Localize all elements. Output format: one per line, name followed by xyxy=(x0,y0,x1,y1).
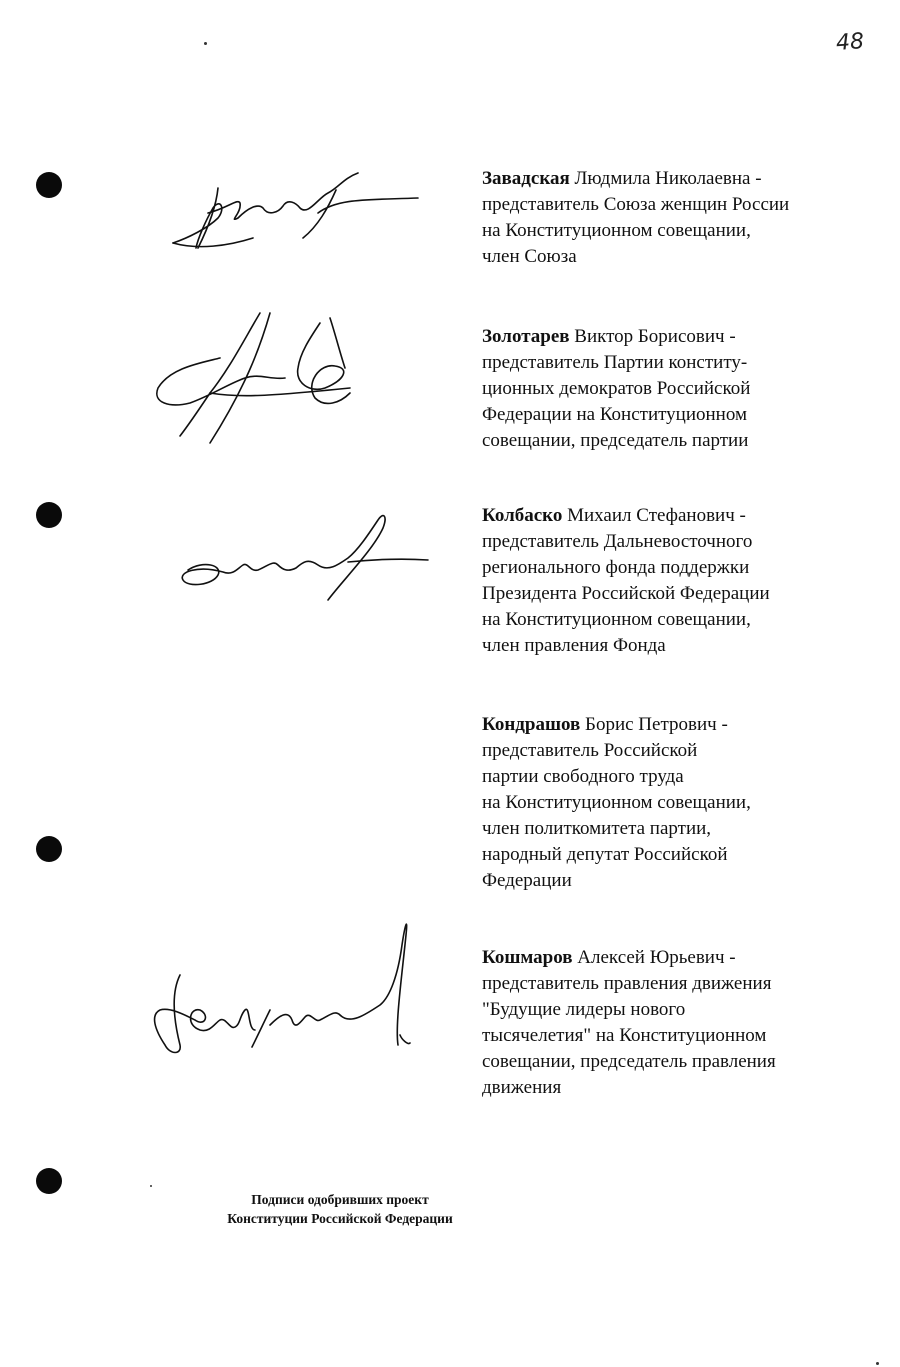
signer-description-line: совещании, председатель партии xyxy=(482,430,749,451)
signer-description-line: член политкомитета партии, xyxy=(482,818,712,839)
signer-description-line: представитель Дальневосточного xyxy=(482,531,753,552)
signer-description-line: "Будущие лидеры нового xyxy=(482,999,686,1020)
signer-given-names: Борис Петрович - xyxy=(580,714,728,735)
page-number: 48 xyxy=(835,29,865,56)
signer-surname: Кондрашов xyxy=(482,714,581,735)
signer-description-line: представитель Союза женщин России xyxy=(482,194,790,215)
signer-heading xyxy=(482,945,882,971)
speck xyxy=(204,42,207,45)
binder-hole xyxy=(36,836,62,862)
signature-zolotarev xyxy=(150,308,370,448)
signer-surname: Золотарев xyxy=(482,326,570,347)
signer-surname: Завадская xyxy=(482,168,570,189)
signer-description-line: член Союза xyxy=(482,246,577,267)
speck xyxy=(150,1185,152,1187)
signer-heading xyxy=(482,712,882,738)
signer-description-line: ционных демократов Российской xyxy=(482,378,751,399)
signer-surname: Кошмаров xyxy=(482,947,573,968)
signer-description-line: регионального фонда поддержки xyxy=(482,557,750,578)
signer-surname: Колбаско xyxy=(482,505,563,526)
signer-description-line: партии свободного труда xyxy=(482,766,684,787)
signer-description-line: на Конституционном совещании, xyxy=(482,609,751,630)
signer-given-names: Михаил Стефанович - xyxy=(562,505,746,526)
signer-description-line: представитель Российской xyxy=(482,740,698,761)
binder-hole xyxy=(36,172,62,198)
signer-block xyxy=(482,503,882,659)
signer-block xyxy=(482,166,882,270)
signer-block xyxy=(482,324,882,454)
signer-given-names: Людмила Николаевна - xyxy=(569,168,762,189)
speck xyxy=(876,1362,879,1365)
signer-given-names: Виктор Борисович - xyxy=(569,326,736,347)
binder-hole xyxy=(36,1168,62,1194)
signer-description-line: член правления Фонда xyxy=(482,635,666,656)
signer-description-line: Президента Российской Федерации xyxy=(482,583,770,604)
signer-block xyxy=(482,712,882,894)
signer-block xyxy=(482,945,882,1101)
signer-description-line: на Конституционном совещании, xyxy=(482,792,751,813)
signature-koshmarov xyxy=(140,915,430,1065)
signer-description-line: Федерации на Конституционном xyxy=(482,404,748,425)
signer-heading xyxy=(482,324,882,350)
binder-hole xyxy=(36,502,62,528)
signer-description-line: представитель Партии конститу- xyxy=(482,352,748,373)
signer-heading xyxy=(482,503,882,529)
footer-caption xyxy=(190,1190,490,1228)
signature-zavadskaya xyxy=(168,168,428,258)
signer-description-line: тысячелетия" на Конституционном xyxy=(482,1025,767,1046)
signer-description-line: представитель правления движения xyxy=(482,973,772,994)
signer-given-names: Алексей Юрьевич - xyxy=(572,947,736,968)
signature-kolbasko xyxy=(178,510,438,605)
signer-description-line: движения xyxy=(482,1077,562,1098)
signer-description-line: совещании, председатель правления xyxy=(482,1051,776,1072)
footer-caption-line: Конституции Российской Федерации xyxy=(227,1211,453,1226)
footer-caption-line: Подписи одобривших проект xyxy=(251,1192,429,1207)
signer-description-line: народный депутат Российской xyxy=(482,844,728,865)
signer-description-line: Федерации xyxy=(482,870,572,891)
signer-description-line: на Конституционном совещании, xyxy=(482,220,751,241)
signer-heading xyxy=(482,166,882,192)
